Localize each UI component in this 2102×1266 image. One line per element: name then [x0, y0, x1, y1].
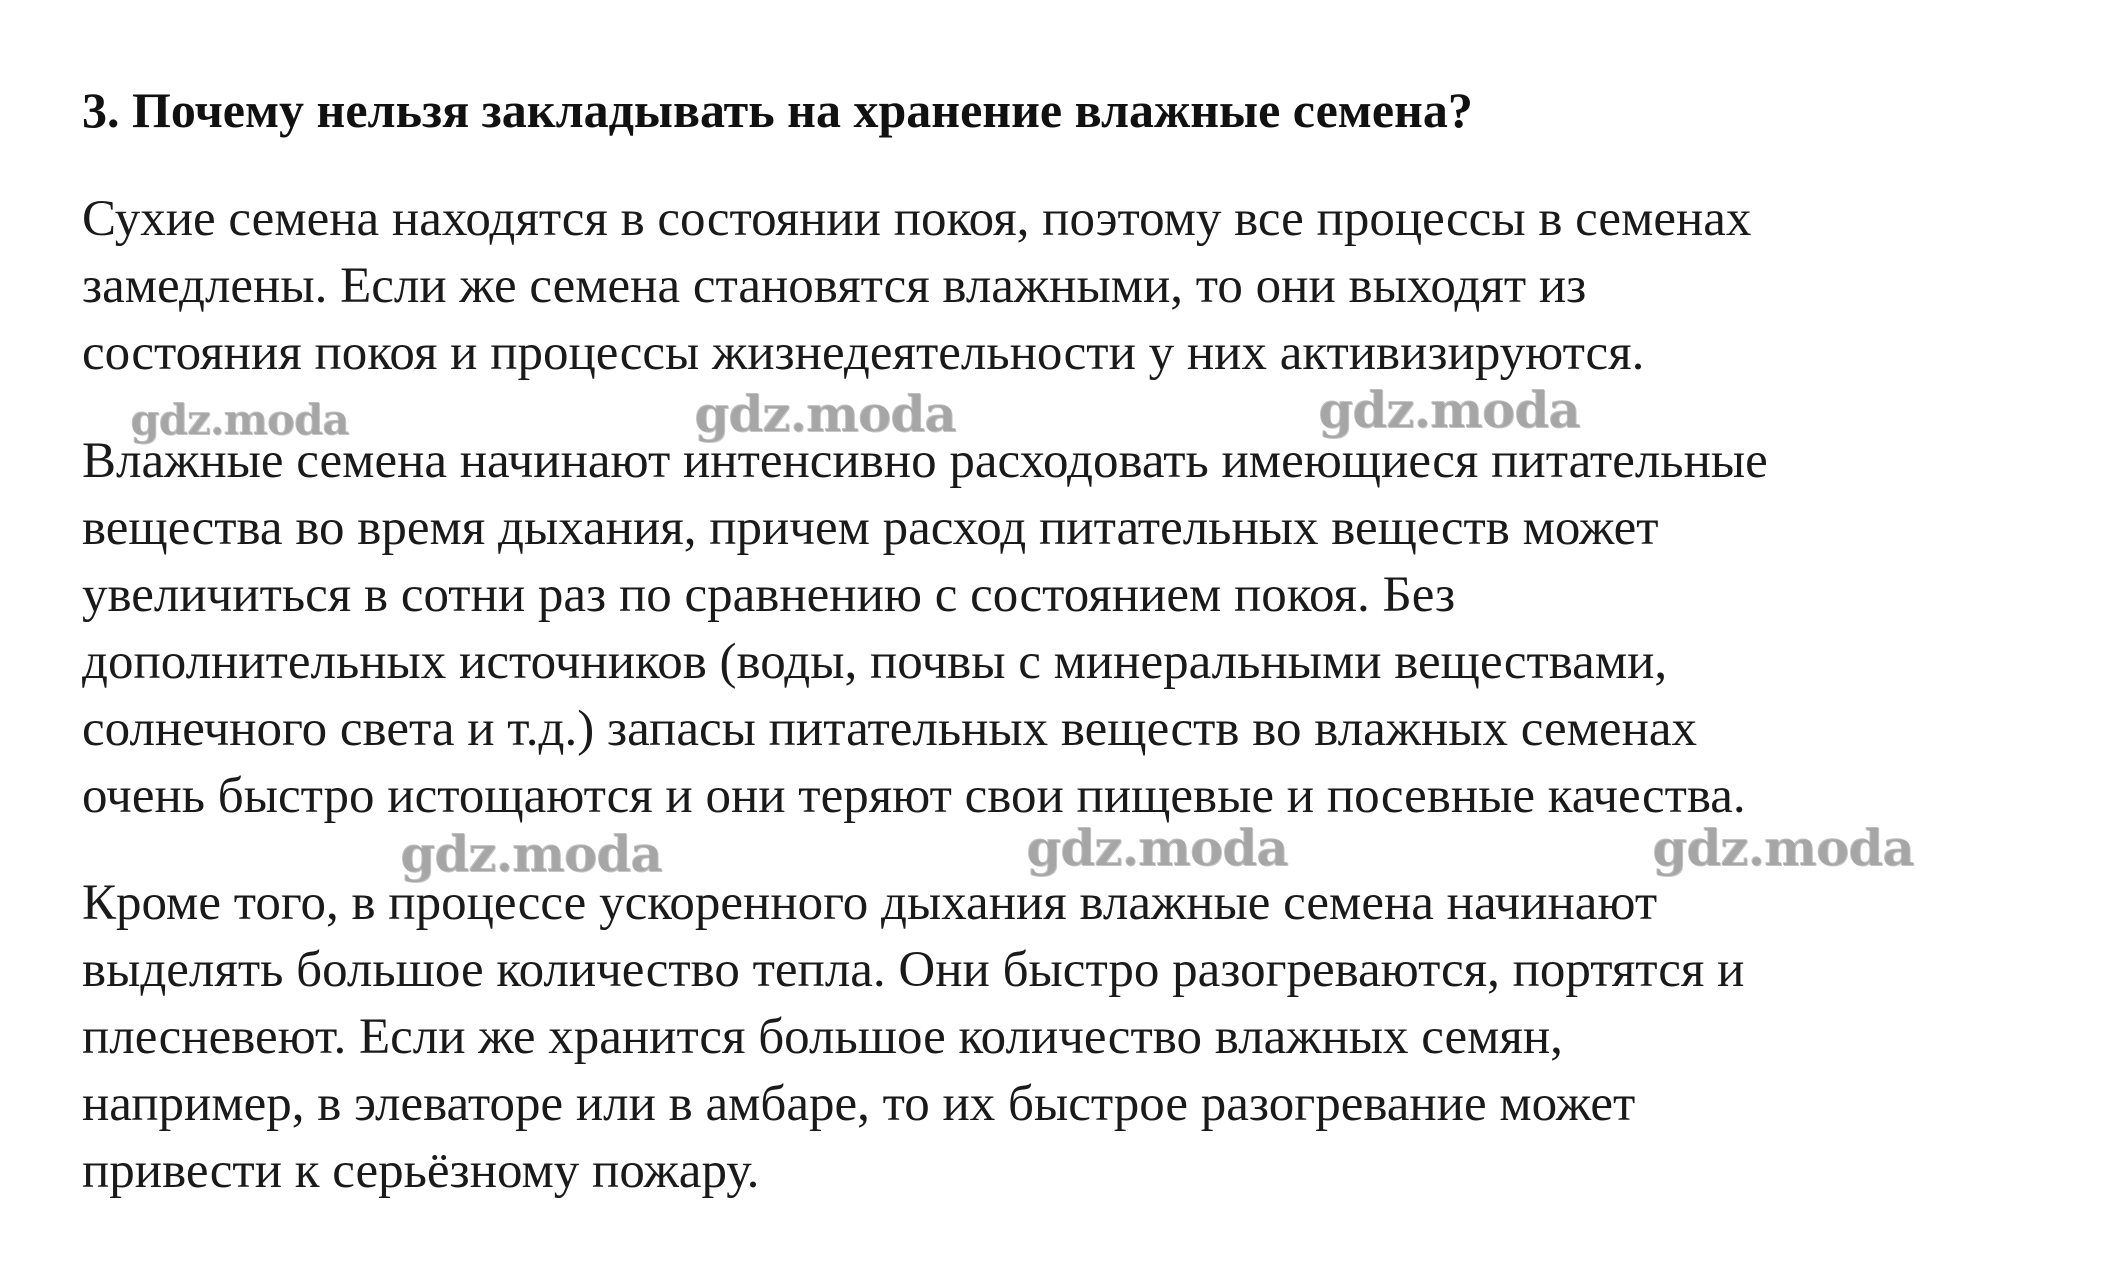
text-line: Сухие семена находятся в состоянии покоя, поэтому все процессы в семенах: [82, 191, 1752, 247]
text-line: дополнительных источников (воды, почвы с минеральными веществами,: [82, 634, 1668, 690]
text-line: состояния покоя и процессы жизнедеятельности у них активизируются.: [82, 325, 1645, 381]
watermark: gdz.moda: [1026, 818, 1288, 877]
text-line: замедлены. Если же семена становятся влажными, то они выходят из: [82, 258, 1587, 314]
watermark: gdz.moda: [400, 824, 662, 883]
watermark: gdz.moda: [130, 395, 349, 444]
text-line: Влажные семена начинают интенсивно расходовать имеющиеся питательные: [82, 433, 1768, 489]
watermark: gdz.moda: [1652, 818, 1914, 877]
text-line: увеличиться в сотни раз по сравнению с состоянием покоя. Без: [82, 567, 1456, 623]
text-line: плесневеют. Если же хранится большое количество влажных семян,: [82, 1009, 1563, 1065]
answer-paragraph-3: [82, 870, 1744, 1205]
text-line: солнечного света и т.д.) запасы питательных веществ во влажных семенах: [82, 701, 1697, 757]
text-line: привести к серьёзному пожару.: [82, 1143, 760, 1199]
watermark: gdz.moda: [1318, 380, 1580, 439]
question-heading: 3. Почему нельзя закладывать на хранение влажные семена?: [82, 82, 1473, 138]
text-line: например, в элеваторе или в амбаре, то их быстрое разогревание может: [82, 1076, 1636, 1132]
text-line: выделять большое количество тепла. Они быстро разогреваются, портятся и: [82, 942, 1745, 998]
answer-paragraph-2: [82, 428, 1768, 830]
answer-paragraph-1: [82, 186, 1751, 387]
text-line: очень быстро истощаются и они теряют свои пищевые и посевные качества.: [82, 768, 1746, 824]
watermark: gdz.moda: [694, 384, 956, 443]
text-line: Кроме того, в процессе ускоренного дыхания влажные семена начинают: [82, 875, 1658, 931]
text-line: вещества во время дыхания, причем расход питательных веществ может: [82, 500, 1659, 556]
